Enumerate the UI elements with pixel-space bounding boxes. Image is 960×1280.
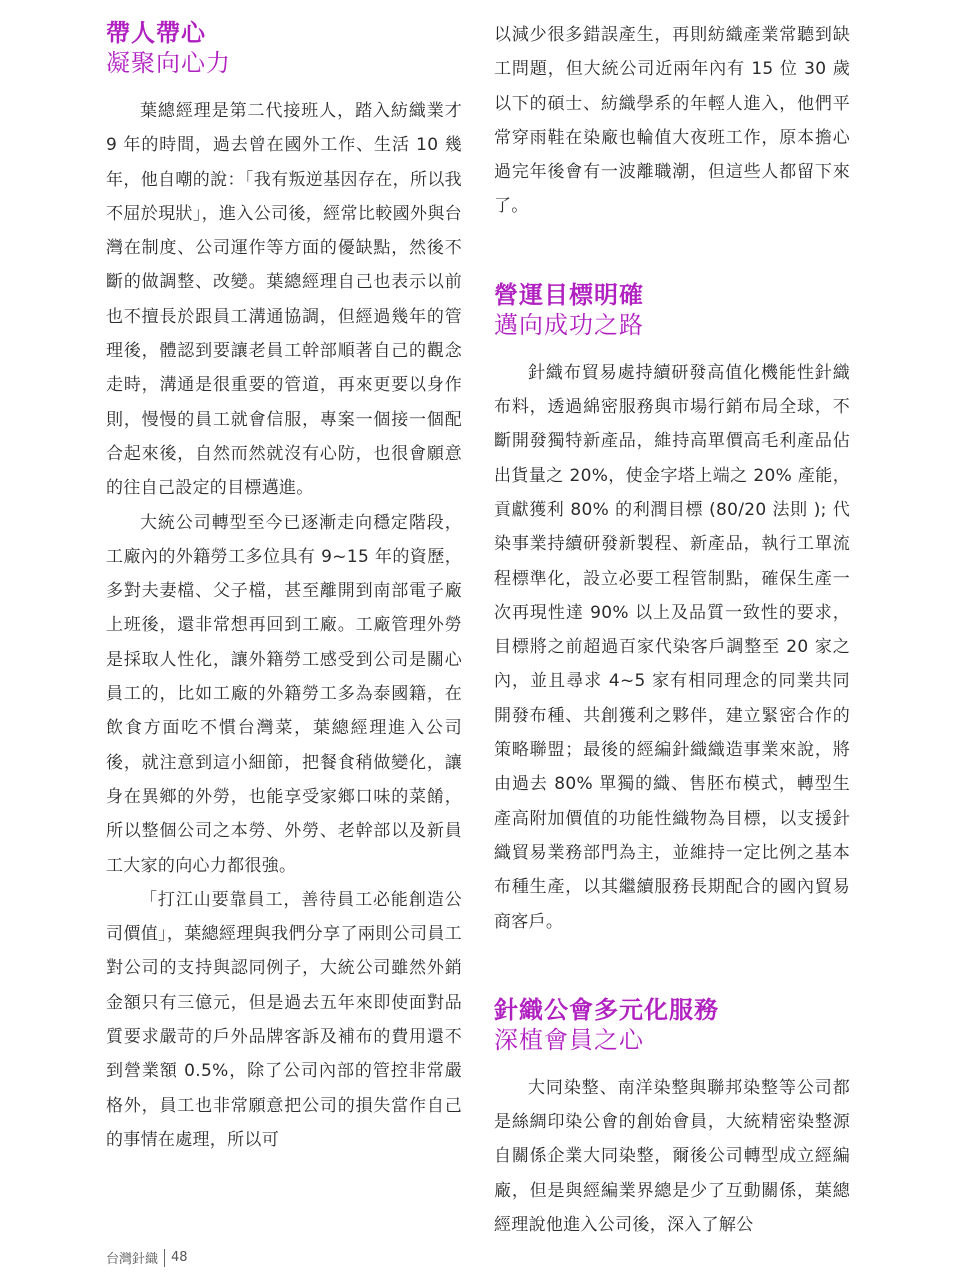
paragraph-continuation: 以減少很多錯誤產生，再則紡織產業常聽到缺工問題，但大統公司近兩年內有 15 位 30 歲以下的碩士、紡織學系的年輕人進入，他們平常穿雨鞋在染廠也輪值大夜班工作，原本擔心過完年後會有一波離職潮，但這些人都留下來了。 [494, 25, 850, 217]
paragraph: 「打江山要靠員工，善待員工必能創造公司價值」，葉總經理與我們分享了兩則公司員工對公司的支持與認同例子，大統公司雖然外銷金額只有三億元，但是過去五年來即使面對品質要求嚴苛的戶外品牌客訴及補布的費用還不到營業額 0.5%，除了公司內部的管控非常嚴格外，員工也非常願意把公司的損失當作自己的事情在處理，所以可 [106, 889, 462, 1150]
page-footer [106, 1248, 188, 1267]
section-association [494, 995, 850, 1242]
section-title: 帶人帶心 [106, 19, 206, 47]
right-column [494, 18, 850, 1242]
section-leadership [106, 18, 462, 1157]
footer-divider [164, 1249, 165, 1267]
paragraph: 大統公司轉型至今已逐漸走向穩定階段，工廠內的外籍勞工多位具有 9~15 年的資歷，多對夫妻檔、父子檔，甚至離開到南部電子廠上班後，還非常想再回到工廠。工廠管理外勞是採取人性化，讓外籍勞工感受到公司是關心員工的，比如工廠的外籍勞工多為泰國籍，在飲食方面吃不慣台灣菜，葉總經理進入公司後，就注意到這小細節，把餐食稍做變化，讓身在異鄉的外勞，也能享受家鄉口味的菜餚，所以整個公司之本勞、外勞、老幹部以及新員工大家的向心力都很強。 [106, 512, 462, 876]
section-subtitle: 邁向成功之路 [494, 310, 644, 339]
paragraph: 葉總經理是第二代接班人，踏入紡織業才 9 年的時間，過去曾在國外工作、生活 10 幾年，他自嘲的說：「我有叛逆基因存在，所以我不屈於現狀」，進入公司後，經常比較國外與台灣在制度、公司運作等方面的優缺點，然後不斷的做調整、改變。葉總經理自己也表示以前也不擅長於跟員工溝通協調，但經過幾年的管理後，體認到要讓老員工幹部順著自己的觀念走時，溝通是很重要的管道，再來更要以身作則，慢慢的員工就會信服，專案一個接一個配合起來後，自然而然就沒有心防，也很會願意的往自己設定的目標邁進。 [106, 101, 462, 499]
left-column [106, 18, 462, 1157]
paragraph: 大同染整、南洋染整與聯邦染整等公司都是絲綢印染公會的創始會員，大統精密染整源自關係企業大同染整，爾後公司轉型成立經編廠，但是與經編業界總是少了互動關係，葉總經理說他進入公司後，深入了解公 [494, 1077, 850, 1236]
section-title: 營運目標明確 [494, 280, 644, 309]
section-subtitle: 凝聚向心力 [106, 49, 231, 77]
section-operations [494, 280, 850, 939]
section-title: 針織公會多元化服務 [494, 995, 719, 1024]
section-subtitle: 深植會員之心 [494, 1025, 644, 1054]
page-number: 48 [171, 1250, 188, 1265]
publication-name: 台灣針織 [106, 1252, 159, 1267]
paragraph: 針織布貿易處持續研發高值化機能性針織布料，透過綿密服務與市場行銷布局全球，不斷開發獨特新產品，維持高單價高毛利產品佔出貨量之 20%，使金字塔上端之 20% 產能，貢獻獲利 80% 的利潤目標 (80/20 法則 ); 代染事業持續研發新製程、新產品，執行工單流程標準化，設立必要工程管制點，確保生產一次再現性達 90% 以上及品質一致性的要求，目標將之前超過百家代染客戶調整至 20 家之內，並且尋求 4~5 家有相同理念的同業共同開發布種、共創獲利之夥伴，建立緊密合作的策略聯盟；最後的經編針織織造事業來說，將由過去 80% 單獨的織、售胚布模式，轉型生產高附加價值的功能性織物為目標，以支援針織貿易業務部門為主，並維持一定比例之基本布種生產，以其繼續服務長期配合的國內貿易商客戶。 [494, 362, 850, 932]
